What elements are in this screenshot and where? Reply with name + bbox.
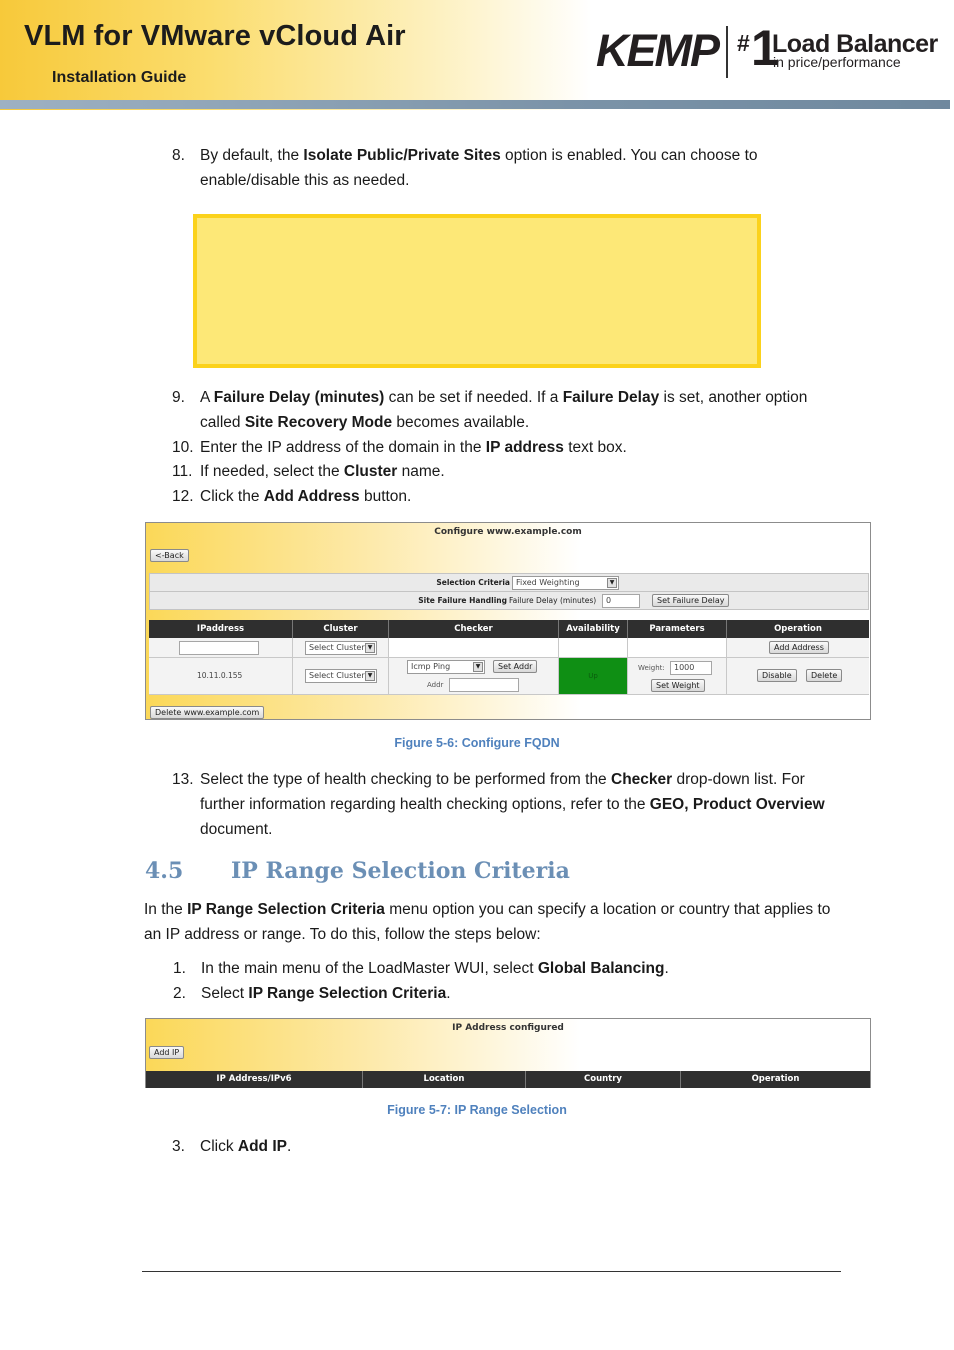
- step-2: [173, 981, 853, 1006]
- document-title: VLM for VMware vCloud Air: [24, 20, 406, 52]
- column-header: Location: [363, 1071, 526, 1088]
- step-text-part: option is enabled. You can choose to enable/disable this as needed.: [200, 147, 758, 189]
- column-header: Country: [526, 1071, 681, 1088]
- ip-cell: [149, 658, 293, 695]
- step-number: 2.: [173, 985, 186, 1002]
- ip-address-input[interactable]: [179, 641, 259, 655]
- note-box: [193, 214, 761, 368]
- step-text: [200, 143, 840, 193]
- step-text-part: document.: [200, 821, 273, 838]
- chevron-down-icon: ▼: [607, 578, 617, 588]
- column-header: Checker: [389, 620, 559, 638]
- delete-button[interactable]: Delete: [806, 669, 842, 682]
- document-subtitle: Installation Guide: [52, 69, 187, 86]
- page-header: [0, 0, 954, 110]
- step-bold: Add Address: [263, 488, 360, 505]
- logo-number-one: 1: [751, 20, 779, 76]
- figure-caption: Figure 5-6: Configure FQDN: [394, 736, 560, 750]
- step-text-part: In the main menu of the LoadMaster WUI, select: [201, 960, 538, 977]
- step-number: 1.: [173, 960, 186, 977]
- logo-load-balancer: Load Balancer: [772, 30, 938, 58]
- availability-status: Up: [559, 658, 627, 694]
- step-8: [172, 143, 852, 193]
- selection-criteria-select[interactable]: [512, 576, 619, 590]
- fqdn-table-header: [149, 620, 869, 638]
- step-11: [172, 459, 852, 484]
- step-number: 10.: [172, 439, 194, 456]
- step-text-part: drop-down list. For further information regarding health checking options, refer to the: [200, 771, 805, 813]
- step-text-part: Click: [200, 1138, 238, 1155]
- addr-input[interactable]: [449, 678, 519, 692]
- step-text-part: .: [286, 1138, 292, 1155]
- step-3: [172, 1134, 852, 1159]
- table-row-new: [149, 638, 869, 658]
- disable-button[interactable]: Disable: [757, 669, 797, 682]
- selection-criteria-value: Fixed Weighting: [516, 578, 580, 587]
- logo-divider: [726, 26, 728, 78]
- set-addr-button[interactable]: Set Addr: [493, 660, 537, 673]
- checker-select-value: Icmp Ping: [411, 662, 451, 671]
- site-failure-label: Site Failure Handling: [418, 596, 507, 605]
- chevron-down-icon: ▼: [473, 662, 483, 672]
- cluster-select-value: Select Cluster: [309, 643, 365, 652]
- delete-domain-button[interactable]: Delete www.example.com: [150, 706, 264, 719]
- kemp-logo: KEMP: [596, 25, 719, 76]
- column-header: IP Address/IPv6: [146, 1071, 363, 1088]
- fqdn-panel-title: Configure www.example.com: [434, 527, 582, 537]
- operation-cell: [727, 658, 869, 695]
- weight-input[interactable]: 1000: [670, 661, 712, 675]
- step-text: [200, 459, 840, 484]
- step-text: [200, 1134, 840, 1159]
- step-bold: IP address: [485, 439, 564, 456]
- set-weight-button[interactable]: Set Weight: [651, 679, 705, 692]
- ip-cell: [149, 638, 293, 658]
- availability-cell: [559, 638, 628, 658]
- step-bold: GEO, Product Overview: [649, 796, 825, 813]
- step-9: [172, 385, 852, 435]
- step-text-part: .: [664, 960, 669, 977]
- step-bold: Cluster: [343, 463, 398, 480]
- add-ip-button[interactable]: Add IP: [149, 1046, 184, 1059]
- step-text: [200, 767, 840, 842]
- step-bold: Add IP: [237, 1138, 287, 1155]
- step-text-part: Enter the IP address of the domain in the: [200, 439, 486, 456]
- availability-cell: [559, 658, 628, 695]
- step-text-part: .: [446, 985, 451, 1002]
- step-text-part: Select the type of health checking to be performed from the: [200, 771, 611, 788]
- cluster-cell: [293, 638, 389, 658]
- column-header: Cluster: [293, 620, 389, 638]
- ip-range-table-header: [146, 1071, 870, 1088]
- checker-select[interactable]: [407, 660, 485, 674]
- step-text-part: Click the: [200, 488, 264, 505]
- step-text: [200, 484, 840, 509]
- add-address-button[interactable]: Add Address: [769, 641, 829, 654]
- set-failure-delay-button[interactable]: Set Failure Delay: [652, 594, 729, 607]
- failure-delay-input[interactable]: 0: [602, 594, 640, 608]
- footer-line: [142, 1271, 841, 1272]
- checker-cell: [389, 658, 559, 695]
- logo-tagline: in price/performance: [773, 54, 901, 70]
- step-text: [201, 956, 841, 981]
- cluster-select[interactable]: [305, 669, 377, 683]
- step-1: [173, 956, 853, 981]
- intro-text-part: In the: [144, 901, 188, 918]
- checker-cell: [389, 638, 559, 658]
- step-12: [172, 484, 852, 509]
- step-text-part: button.: [359, 488, 412, 505]
- step-bold: Failure Delay: [562, 389, 660, 406]
- step-number: 11.: [172, 463, 193, 480]
- addr-label: Addr: [427, 681, 444, 689]
- step-bold: IP Range Selection Criteria: [248, 985, 447, 1002]
- step-text-part: By default, the: [200, 147, 304, 164]
- figure-caption: Figure 5-7: IP Range Selection: [387, 1103, 567, 1117]
- step-13: [172, 767, 852, 842]
- column-header: Availability: [559, 620, 628, 638]
- back-button[interactable]: <-Back: [150, 549, 189, 562]
- table-row: [149, 658, 869, 695]
- step-text-part: A: [200, 389, 214, 406]
- step-bold: Failure Delay (minutes): [213, 389, 385, 406]
- configure-fqdn-screenshot: [145, 522, 871, 720]
- step-text: [200, 435, 840, 460]
- chevron-down-icon: ▼: [365, 643, 375, 653]
- ip-address-text: 10.11.0.155: [197, 671, 243, 680]
- step-number: 8.: [172, 147, 185, 164]
- step-text: [201, 981, 841, 1006]
- step-text-part: is set, another option called: [200, 389, 808, 431]
- step-10: [172, 435, 852, 460]
- cluster-select-value: Select Cluster: [309, 671, 365, 680]
- column-header: Operation: [774, 624, 822, 634]
- selection-criteria-row: [149, 573, 869, 592]
- intro-text-part: menu option you can specify a location or country that applies to an IP address or range. To do this, follow the steps below:: [144, 901, 831, 943]
- cluster-select[interactable]: [305, 641, 377, 655]
- step-text-part: can be set if needed. If a: [384, 389, 563, 406]
- section-title: IP Range Selection Criteria: [231, 858, 570, 884]
- step-text-part: text box.: [563, 439, 627, 456]
- step-number: 3.: [172, 1138, 185, 1155]
- step-text-part: becomes available.: [392, 414, 530, 431]
- parameters-cell: [628, 658, 727, 695]
- column-header: Operation: [751, 1074, 800, 1084]
- step-text-part: If needed, select the: [200, 463, 344, 480]
- intro-bold: IP Range Selection Criteria: [187, 901, 385, 918]
- cluster-cell: [293, 658, 389, 695]
- column-header: Parameters: [628, 620, 727, 638]
- site-failure-row: [149, 591, 869, 610]
- section-intro: [144, 897, 844, 947]
- step-bold: Global Balancing: [537, 960, 665, 977]
- step-bold: Checker: [611, 771, 673, 788]
- ip-range-screenshot: [145, 1018, 871, 1088]
- failure-delay-label: Failure Delay (minutes): [509, 596, 597, 605]
- step-bold: Isolate Public/Private Sites: [303, 147, 501, 164]
- chevron-down-icon: ▼: [365, 671, 375, 681]
- parameters-cell: [628, 638, 727, 658]
- selection-criteria-label: Selection Criteria: [436, 578, 510, 587]
- weight-label: Weight:: [638, 664, 665, 672]
- ip-range-panel-title: IP Address configured: [452, 1023, 564, 1033]
- step-bold: Site Recovery Mode: [244, 414, 393, 431]
- column-header: IPaddress: [149, 620, 293, 638]
- section-number: 4.5: [145, 858, 184, 884]
- step-text: [200, 385, 840, 435]
- operation-cell: [727, 638, 869, 658]
- step-text-part: name.: [397, 463, 445, 480]
- step-text-part: Select: [201, 985, 249, 1002]
- header-bar: [0, 100, 950, 109]
- step-number: 9.: [172, 389, 185, 406]
- step-number: 13.: [172, 771, 194, 788]
- step-number: 12.: [172, 488, 194, 505]
- logo-hash: #: [737, 30, 750, 56]
